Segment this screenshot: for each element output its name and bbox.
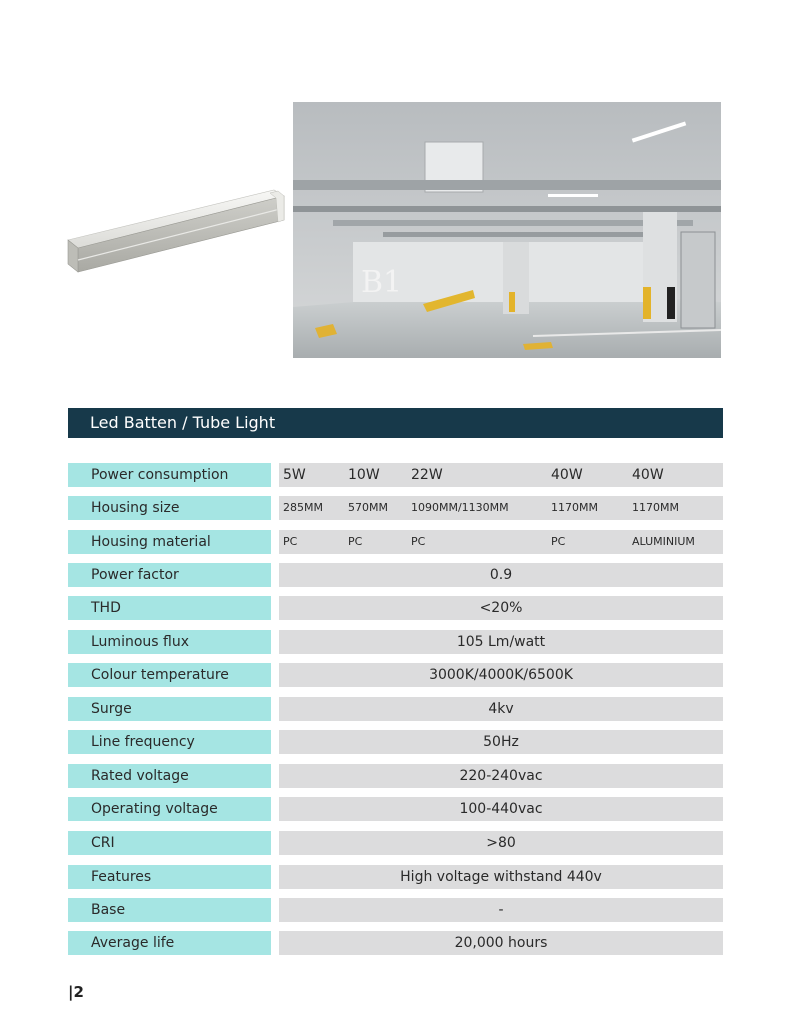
spec-value: - — [279, 898, 723, 922]
spec-row — [68, 865, 723, 889]
spec-cell: PC — [411, 535, 426, 548]
tube-light-icon — [64, 182, 286, 282]
parking-garage-photo — [293, 102, 721, 358]
spec-row — [68, 596, 723, 620]
spec-label: THD — [68, 596, 271, 620]
spec-label: Housing material — [68, 530, 271, 554]
spec-row — [68, 764, 723, 788]
spec-label: Line frequency — [68, 730, 271, 754]
spec-label: Power consumption — [68, 463, 271, 487]
spec-cell: 40W — [551, 467, 583, 483]
spec-row — [68, 931, 723, 955]
spec-values — [279, 530, 723, 554]
spec-cell: 5W — [283, 467, 306, 483]
spec-row — [68, 630, 723, 654]
spec-value: >80 — [279, 831, 723, 855]
spec-value: 0.9 — [279, 563, 723, 587]
spec-row — [68, 530, 723, 554]
spec-value: 4kv — [279, 697, 723, 721]
spec-value: 220-240vac — [279, 764, 723, 788]
spec-value: 3000K/4000K/6500K — [279, 663, 723, 687]
svg-text:B1: B1 — [361, 265, 403, 300]
spec-label: Power factor — [68, 563, 271, 587]
spec-row — [68, 797, 723, 821]
spec-label: Average life — [68, 931, 271, 955]
spec-cell: 10W — [348, 467, 380, 483]
spec-values — [279, 463, 723, 487]
spec-label: Operating voltage — [68, 797, 271, 821]
spec-cell: PC — [348, 535, 363, 548]
spec-row — [68, 496, 723, 520]
spec-values — [279, 496, 723, 520]
spec-value: High voltage withstand 440v — [279, 865, 723, 889]
spec-label: Rated voltage — [68, 764, 271, 788]
spec-label: Features — [68, 865, 271, 889]
page-number: |2 — [68, 983, 84, 1001]
spec-cell: PC — [283, 535, 298, 548]
spec-cell: 1170MM — [551, 501, 598, 514]
spec-value: 105 Lm/watt — [279, 630, 723, 654]
spec-row — [68, 898, 723, 922]
spec-cell: 1170MM — [632, 501, 679, 514]
spec-value: <20% — [279, 596, 723, 620]
spec-value: 50Hz — [279, 730, 723, 754]
spec-row — [68, 463, 723, 487]
spec-cell: 40W — [632, 467, 664, 483]
spec-cell: ALUMINIUM — [632, 535, 695, 548]
spec-row — [68, 831, 723, 855]
spec-value: 100-440vac — [279, 797, 723, 821]
spec-label: CRI — [68, 831, 271, 855]
spec-row — [68, 663, 723, 687]
spec-row — [68, 697, 723, 721]
spec-value: 20,000 hours — [279, 931, 723, 955]
spec-cell: 22W — [411, 467, 443, 483]
spec-label: Surge — [68, 697, 271, 721]
spec-cell: 570MM — [348, 501, 388, 514]
spec-row — [68, 563, 723, 587]
spec-cell: 285MM — [283, 501, 323, 514]
spec-cell: 1090MM/1130MM — [411, 501, 509, 514]
section-title: Led Batten / Tube Light — [68, 408, 723, 438]
spec-row — [68, 730, 723, 754]
spec-label: Housing size — [68, 496, 271, 520]
spec-cell: PC — [551, 535, 566, 548]
spec-label: Base — [68, 898, 271, 922]
spec-label: Colour temperature — [68, 663, 271, 687]
spec-label: Luminous flux — [68, 630, 271, 654]
